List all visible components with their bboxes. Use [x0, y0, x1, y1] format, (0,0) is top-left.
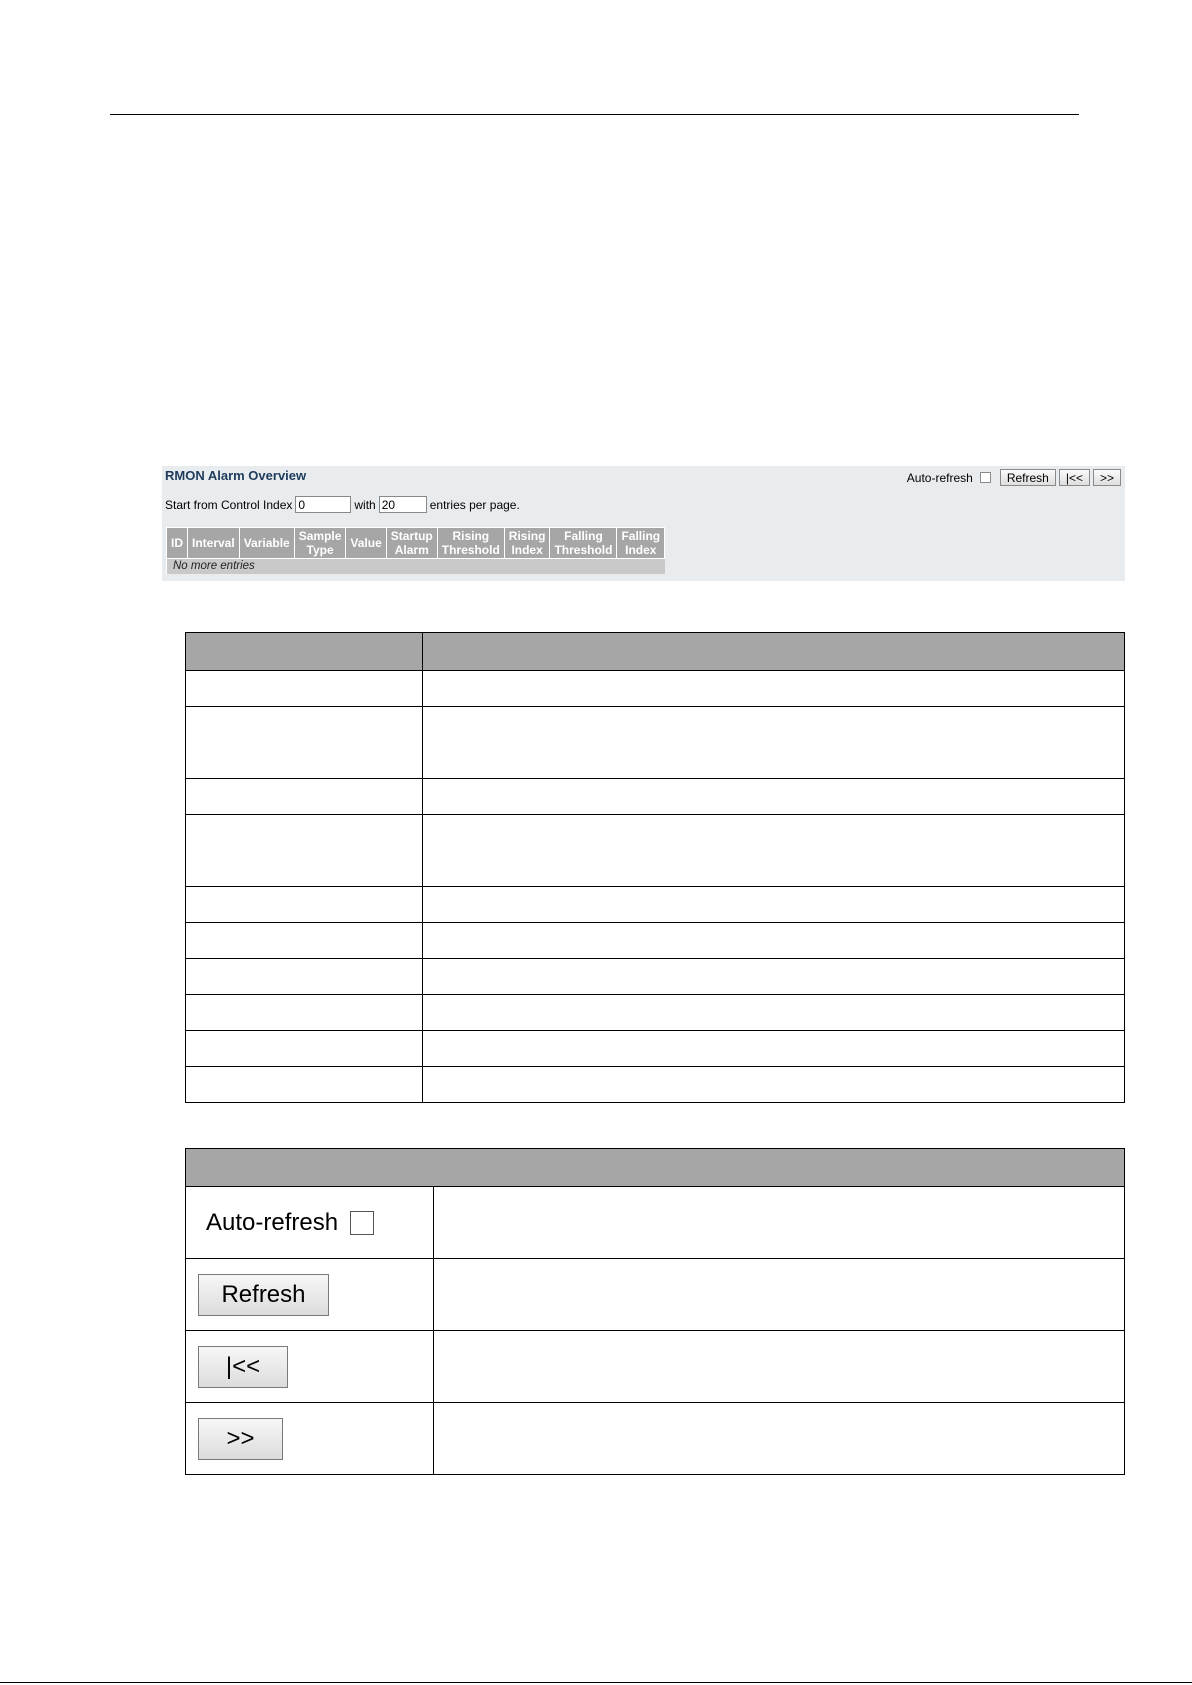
buttons-header [186, 1149, 1125, 1187]
col-header-value: Value [346, 528, 386, 559]
auto-refresh-cell [186, 1187, 434, 1259]
field-cell [423, 887, 1125, 923]
with-label: with [354, 497, 376, 512]
rmon-alarm-overview-panel [162, 466, 1125, 581]
field-cell [423, 779, 1125, 815]
rmon-alarm-table [166, 527, 665, 574]
paging-controls [165, 496, 520, 513]
field-header-object [186, 633, 423, 671]
field-cell [423, 995, 1125, 1031]
next-page-cell [186, 1403, 434, 1475]
col-header-falling-index: Falling Index [617, 528, 665, 559]
panel-title: RMON Alarm Overview [165, 468, 307, 483]
field-cell [186, 779, 423, 815]
field-cell [186, 707, 423, 779]
description-cell [434, 1403, 1125, 1475]
field-cell [186, 1031, 423, 1067]
next-page-button[interactable]: >> [198, 1418, 283, 1460]
field-cell [423, 707, 1125, 779]
buttons-description-table [185, 1148, 1125, 1475]
auto-refresh-label: Auto-refresh [206, 1208, 339, 1236]
field-header-description [423, 633, 1125, 671]
field-cell [186, 671, 423, 707]
next-page-button[interactable]: >> [1093, 469, 1121, 486]
first-page-button[interactable]: |<< [1059, 469, 1090, 486]
first-page-cell [186, 1331, 434, 1403]
col-header-rising-threshold: Rising Threshold [437, 528, 504, 559]
header-rule [110, 114, 1079, 115]
field-cell [186, 1067, 423, 1103]
description-cell [434, 1187, 1125, 1259]
entries-per-page-input[interactable] [379, 496, 427, 513]
field-cell [186, 995, 423, 1031]
first-page-button[interactable]: |<< [198, 1346, 288, 1388]
per-page-label: entries per page. [429, 497, 520, 512]
col-header-startup-alarm: Startup Alarm [386, 528, 437, 559]
field-cell [423, 671, 1125, 707]
refresh-button[interactable]: Refresh [1000, 469, 1056, 486]
start-index-input[interactable] [295, 496, 351, 513]
description-cell [434, 1259, 1125, 1331]
col-header-falling-threshold: Falling Threshold [550, 528, 617, 559]
refresh-cell [186, 1259, 434, 1331]
field-description-table [185, 632, 1125, 1103]
description-cell [434, 1331, 1125, 1403]
field-cell [186, 923, 423, 959]
field-cell [423, 959, 1125, 995]
field-cell [186, 815, 423, 887]
start-index-label: Start from Control Index [165, 497, 293, 512]
field-cell [186, 887, 423, 923]
field-cell [423, 1067, 1125, 1103]
col-header-interval: Interval [188, 528, 240, 559]
col-header-variable: Variable [239, 528, 294, 559]
refresh-button[interactable]: Refresh [198, 1274, 329, 1316]
field-cell [423, 923, 1125, 959]
auto-refresh-label: Auto-refresh [906, 470, 973, 485]
auto-refresh-checkbox[interactable] [350, 1211, 374, 1235]
auto-refresh-checkbox[interactable] [980, 472, 991, 483]
field-cell [423, 1031, 1125, 1067]
col-header-rising-index: Rising Index [504, 528, 550, 559]
col-header-sample-type: Sample Type [294, 528, 346, 559]
col-header-id: ID [167, 528, 188, 559]
field-cell [186, 959, 423, 995]
panel-controls [907, 469, 1121, 486]
footer-rule [0, 1682, 1192, 1683]
empty-row: No more entries [167, 559, 665, 575]
field-cell [423, 815, 1125, 887]
